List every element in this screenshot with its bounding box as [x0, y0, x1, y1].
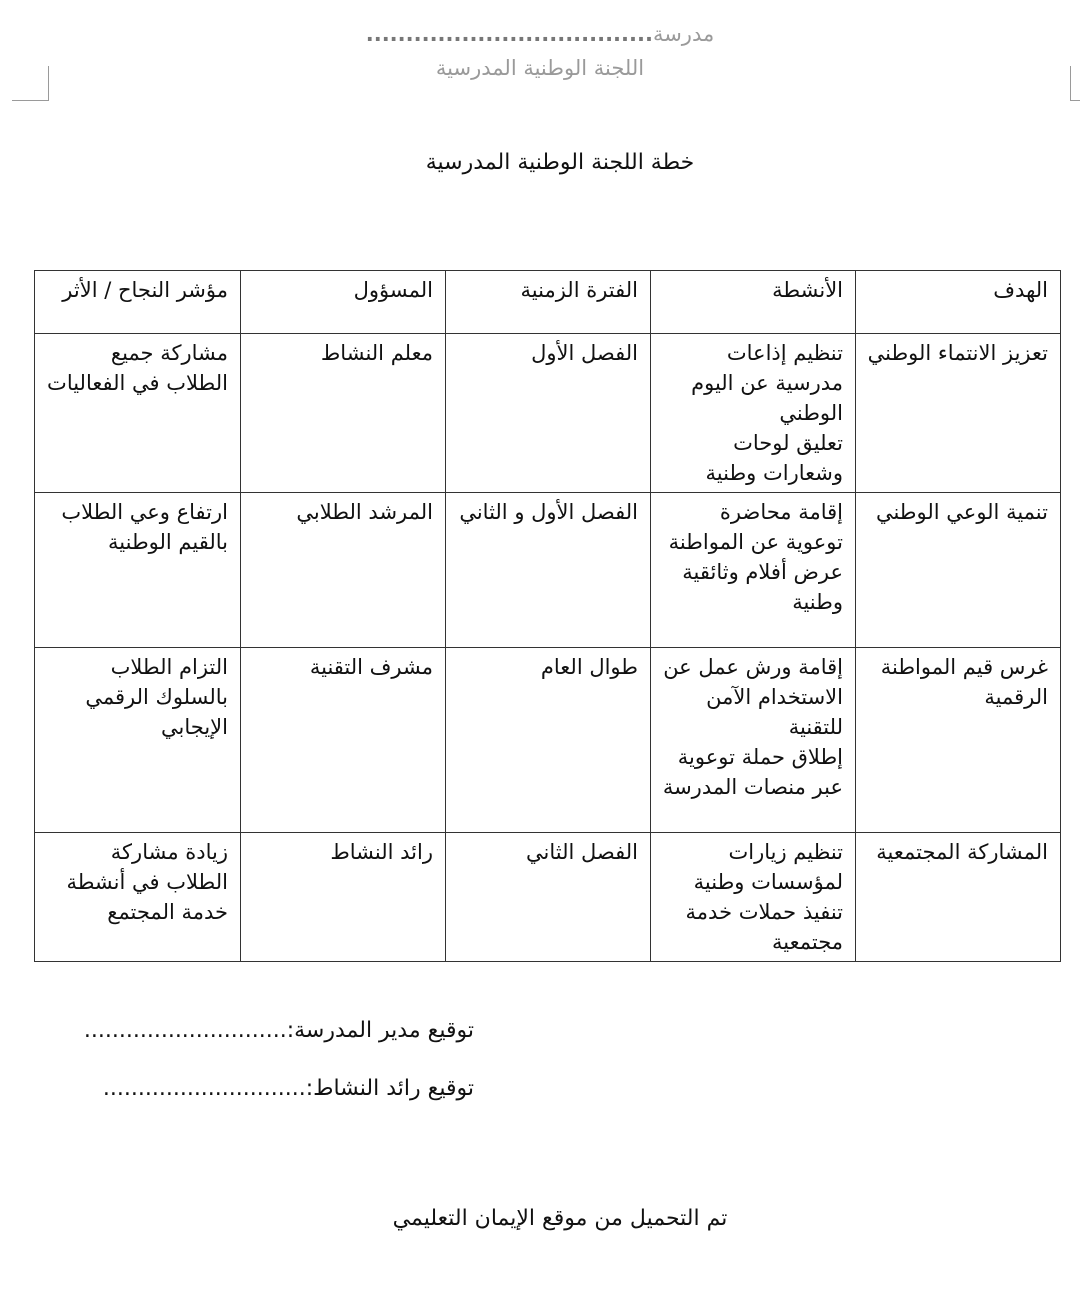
activity-item: عرض أفلام وثائقية وطنية: [682, 560, 843, 614]
header-period: الفترة الزمنية: [446, 271, 651, 334]
table-row: [35, 493, 1061, 648]
cell-period: الفصل الثاني: [446, 833, 651, 962]
cell-indicator: التزام الطلاب بالسلوك الرقمي الإيجابي: [35, 648, 241, 833]
header-activities: الأنشطة: [651, 271, 856, 334]
cell-responsible: معلم النشاط: [241, 334, 446, 493]
header-responsible: المسؤول: [241, 271, 446, 334]
activity-item: إطلاق حملة توعوية عبر منصات المدرسة: [662, 745, 843, 799]
header-school-line: [0, 22, 1080, 46]
cell-goal: تعزيز الانتماء الوطني: [856, 334, 1061, 493]
activity-item: تنفيذ حملات خدمة مجتمعية: [685, 900, 843, 954]
activity-leader-signature-line: توقيع رائد النشاط:.............................: [102, 1076, 474, 1101]
table-header-row: [35, 271, 1061, 334]
document-title: خطة اللجنة الوطنية المدرسية: [425, 150, 695, 175]
cell-responsible: رائد النشاط: [241, 833, 446, 962]
activity-item: إقامة ورش عمل عن الاستخدام الآمن للتقنية: [663, 655, 843, 739]
cell-activities: [651, 334, 856, 493]
cell-indicator: زيادة مشاركة الطلاب في أنشطة خدمة المجتمع: [35, 833, 241, 962]
table-row: [35, 648, 1061, 833]
cell-activities: [651, 833, 856, 962]
table-row: [35, 334, 1061, 493]
cell-period: الفصل الأول: [446, 334, 651, 493]
download-source-note: تم التحميل من موقع الإيمان التعليمي: [392, 1206, 728, 1231]
cell-period: طوال العام: [446, 648, 651, 833]
activity-item: إقامة محاضرة توعوية عن المواطنة: [668, 500, 843, 554]
header-committee: اللجنة الوطنية المدرسية: [435, 56, 645, 80]
header-indicator: مؤشر النجاح / الأثر: [35, 271, 241, 334]
activity-item: تنظيم إذاعات مدرسية عن اليوم الوطني: [691, 341, 843, 425]
plan-table: [34, 270, 1061, 962]
cell-period: الفصل الأول و الثاني: [446, 493, 651, 648]
cell-goal: غرس قيم المواطنة الرقمية: [856, 648, 1061, 833]
cell-indicator: ارتفاع وعي الطلاب بالقيم الوطنية: [35, 493, 241, 648]
cell-goal: تنمية الوعي الوطني: [856, 493, 1061, 648]
cell-activities: [651, 493, 856, 648]
activity-item: تعليق لوحات وشعارات وطنية: [705, 431, 843, 485]
header-school-dots: ....................................: [365, 22, 653, 46]
principal-signature-line: توقيع مدير المدرسة:.............................: [83, 1018, 474, 1043]
cell-indicator: مشاركة جميع الطلاب في الفعاليات: [35, 334, 241, 493]
activity-item: تنظيم زيارات لمؤسسات وطنية: [693, 840, 843, 894]
cell-goal: المشاركة المجتمعية: [856, 833, 1061, 962]
header-goal: الهدف: [856, 271, 1061, 334]
cell-activities: [651, 648, 856, 833]
cell-responsible: مشرف التقنية: [241, 648, 446, 833]
cell-responsible: المرشد الطلابي: [241, 493, 446, 648]
header-school-label: مدرسة: [652, 22, 715, 46]
table-row: [35, 833, 1061, 962]
